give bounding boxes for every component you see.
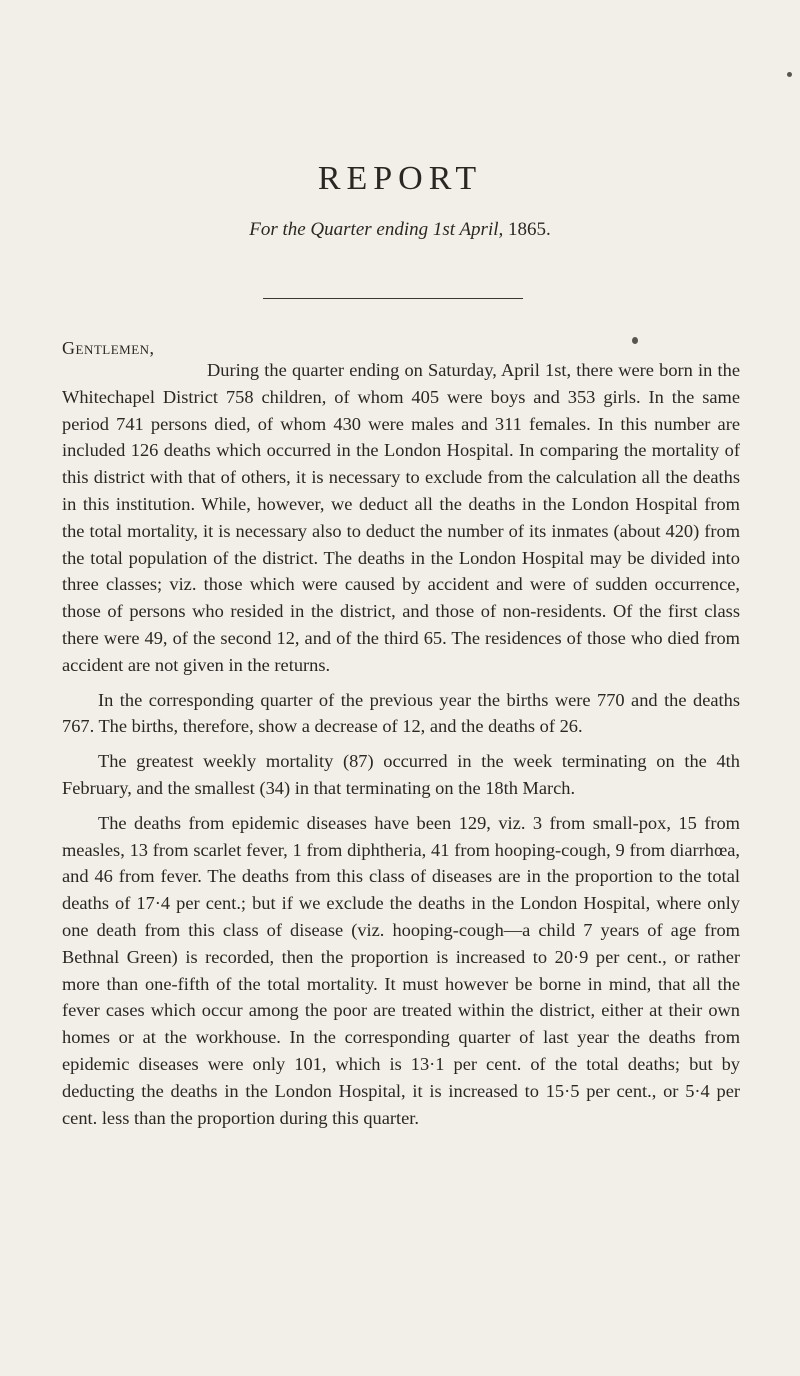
paragraph: The greatest weekly mortality (87) occurred in the week terminating on the 4th February, and the smallest (34) in that terminating on the 18th March. xyxy=(62,751,740,798)
paragraph: In the corresponding quarter of the previous year the births were 770 and the deaths 767. The births, therefore, show a decrease of 12, and the deaths of 26. xyxy=(62,689,740,737)
ink-speck xyxy=(787,72,792,77)
subtitle-year: 1865. xyxy=(508,219,551,240)
subtitle-text: For the Quarter ending 1st April, xyxy=(249,219,504,240)
report-subtitle xyxy=(0,219,800,241)
report-title: REPORT xyxy=(317,160,483,197)
title-divider xyxy=(263,298,523,299)
paragraph: During the quarter ending on Saturday, April 1st, there were born in the Whitechapel District 758 children, of whom 405 were boys and 353 girls. In the same period 741 persons died, of whom 430 were males and 311 females. In this number are included 126 deaths which occurred in the London Hospital. In comparing the mortality of this district with that of others, it is necessary to exclude from the calculation all the deaths in this institution. While, however, we deduct all the deaths in the London Hospital from the total mortality, it is necessary also to deduct the number of its inmates (about 420) from the total population of the district. The deaths in the London Hospital may be divided into three classes; viz. those which were caused by accident and were of sudden occurrence, those of persons who resided in the district, and those of non-residents. Of the first class there were 49, of the second 12, and of the third 65. The residences of those who died from accident are not given in the returns. xyxy=(62,360,740,675)
ink-speck xyxy=(632,337,638,344)
report-body xyxy=(62,357,740,1139)
paragraph: The deaths from epidemic diseases have been 129, viz. 3 from small-pox, 15 from measles, 13 from scarlet fever, 1 from diphtheria, 41 from hooping-cough, 9 from diarrhœa, and 46 from fever. The deaths from this class of diseases are in the proportion to the total deaths of 17·4 per cent.; but if we exclude the deaths in the London Hospital, where only one death from this class of disease (viz. hooping-cough—a child 7 years of age from Bethnal Green) is recorded, then the proportion is increased to 20·9 per cent., or rather more than one-fifth of the total mortality. It must however be borne in mind, that all the fever cases which occur among the poor are treated within the district, either at their own homes or at the workhouse. In the corresponding quarter of last year the deaths from epidemic diseases were only 101, which is 13·1 per cent. of the total deaths; but by deducting the deaths in the London Hospital, it is increased to 15·5 per cent., or 5·4 per cent. less than the proportion during this quarter. xyxy=(62,812,740,1128)
salutation: Gentlemen, xyxy=(62,338,155,358)
